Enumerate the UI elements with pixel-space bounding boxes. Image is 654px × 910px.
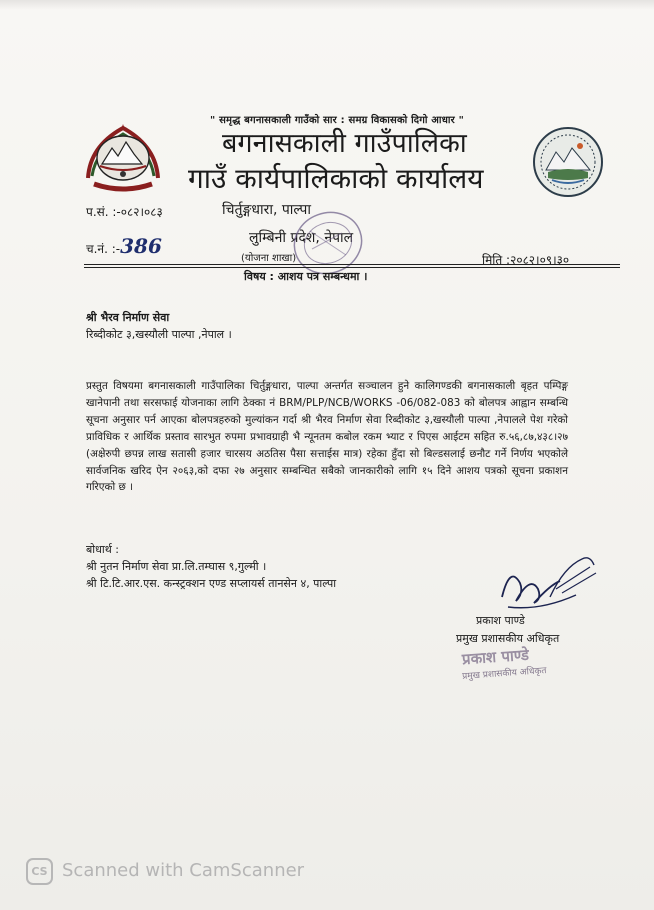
motto: " समृद्ध बगनासकाली गाउँको सार : समग्र विकासको दिगो आधार " bbox=[210, 115, 465, 126]
letter-subject: विषय : आशय पत्र सम्बन्धमा । bbox=[244, 270, 368, 283]
office-name: गाउँ कार्यपालिकाको कार्यालय bbox=[188, 162, 484, 195]
office-place: चिर्तुङ्गधारा, पाल्पा bbox=[222, 202, 312, 218]
dispatch-number-value: 386 bbox=[120, 234, 162, 258]
cc-item: श्री टि.टि.आर.एस. कन्स्ट्रक्शन एण्ड सप्लायर्स तानसेन ४, पाल्पा bbox=[86, 577, 337, 590]
header-divider-thin bbox=[84, 267, 620, 268]
municipality-name: बगनासकाली गाउँपालिका bbox=[222, 128, 467, 159]
office-province: लुम्बिनी प्रदेश, नेपाल bbox=[249, 230, 354, 246]
letter-date: मिति :२०८२।०९।३० bbox=[482, 253, 570, 267]
municipality-logo-icon bbox=[532, 126, 604, 198]
camscanner-logo-icon: CS bbox=[26, 858, 53, 885]
header-divider bbox=[84, 264, 620, 265]
signature-stamp-title: प्रमुख प्रशासकीय अधिकृत bbox=[461, 666, 547, 682]
cc-item: श्री नुतन निर्माण सेवा प्रा.लि.तम्घास ९,गुल्मी । bbox=[86, 560, 267, 573]
office-section: (योजना शाखा) bbox=[241, 253, 297, 264]
signature bbox=[490, 545, 604, 619]
dispatch-number bbox=[86, 234, 162, 258]
nepal-emblem-icon bbox=[80, 116, 166, 196]
dispatch-number-label: च.नं. :- bbox=[86, 242, 121, 256]
recipient-name: श्री भैरव निर्माण सेवा bbox=[86, 311, 170, 324]
recipient-address: रिब्दीकोट ३,खस्यौली पाल्पा ,नेपाल । bbox=[86, 328, 232, 341]
ref-number-label: प.सं. :- bbox=[86, 205, 121, 219]
scan-edge-shadow bbox=[0, 0, 654, 10]
ref-number-value: ०८२।०८३ bbox=[120, 205, 163, 219]
scanner-watermark: Scanned with CamScanner bbox=[62, 860, 305, 881]
signer-name: प्रकाश पाण्डे bbox=[476, 614, 525, 627]
signature-stamp-name: प्रकाश पाण्डे bbox=[461, 645, 530, 669]
ref-number bbox=[86, 203, 163, 220]
signer-title: प्रमुख प्रशासकीय अधिकृत bbox=[456, 632, 560, 645]
cc-label: बोधार्थ : bbox=[86, 543, 119, 556]
body-paragraph: प्रस्तुत विषयमा बगनासकाली गाउँपालिका चिर्तुङ्गधारा, पाल्पा अन्तर्गत सञ्चालन हुने कालिगण्डकी बगनासकाली बृहत पम्पिङ्ग खानेपानी तथा सरसफाई योजनाका लागि ठेक्का नं BRM/PLP/NCB/WORKS -06/082-083 को बोलपत्र आह्वान सम्बन्धि सूचना अनुसार पर्न आएका बोलपत्रहरुको मुल्यांकन गर्दा श्री भैरव निर्माण सेवा रिब्दीकोट ३,खस्यौली पाल्पा ,नेपालले पेश गरेको प्राविधिक र आर्थिक प्रस्ताव सारभुत रुपमा प्रभावग्राही भै न्यूनतम कबोल रकम भ्याट र पिएस आईटम सहित रु.५६,८७,४३८।२७ (अक्षेरुपी छपन्न लाख सतासी हजार चारसय अठतिस पैसा सत्ताईस मात्र) रहेका हुँदा सो बिल्डसलाई छनौट गर्ने निर्णय भएकोले सार्वजनिक खरिद ऐन २०६३,को दफा २७ अनुसार सम्बन्धित सबैको जानकारीको लागि १५ दिने आशय पत्रको सूचना प्रकाशन गरिएको छ । bbox=[86, 380, 568, 494]
